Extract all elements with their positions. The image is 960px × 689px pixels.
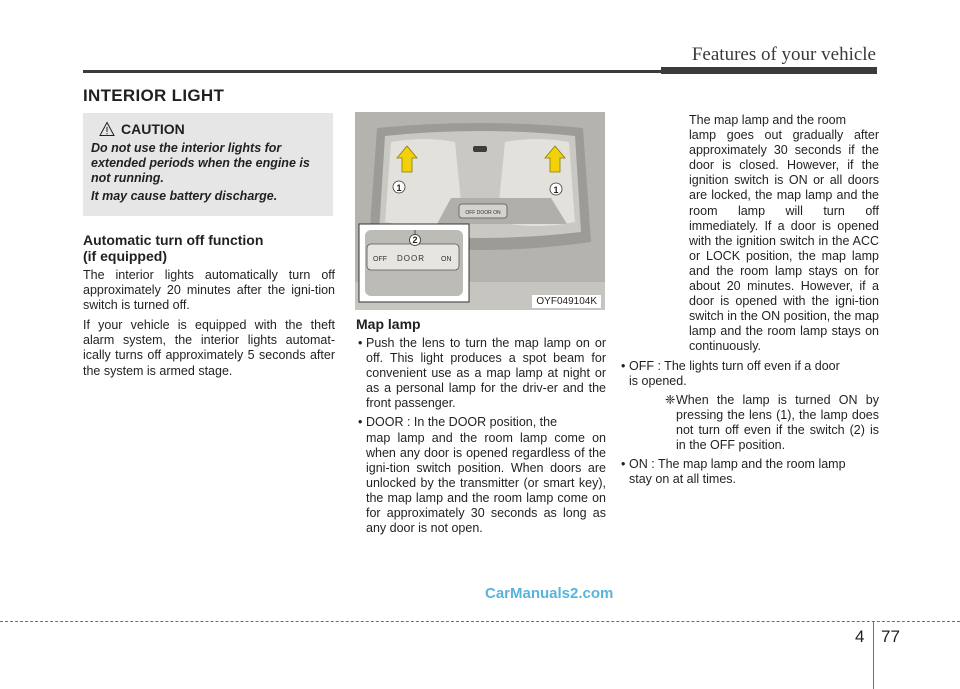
callout-2: 2 <box>412 235 418 245</box>
map-lamp-bullet-1: • Push the lens to turn the map lamp on or off. This light produces a spot beam for convenient use as a map lamp at night or as a personal lamp for the driv-er and the front passenger. <box>366 336 606 411</box>
header-rule-thick <box>661 67 877 74</box>
map-lamp-illustration <box>355 112 605 310</box>
col3-text <box>619 113 879 487</box>
caution-body <box>91 141 325 204</box>
list-item <box>356 415 606 536</box>
footer-divider <box>873 621 874 689</box>
caution-text-2: It may cause battery discharge. <box>91 189 278 203</box>
callout-1-left: 1 <box>396 183 402 193</box>
off-rest-line: is opened. <box>629 373 687 388</box>
switch-door-label: DOOR <box>397 254 425 263</box>
page-number: 77 <box>881 627 900 646</box>
auto-off-heading-line2: (if equipped) <box>83 248 167 264</box>
on-rest-line: stay on at all times. <box>629 472 736 487</box>
chapter-number: 4 <box>855 627 865 646</box>
note-text: When the lamp is turned ON by pressing the lens (1), the lamp does not turn off even if the switch (2) is in the OFF position. <box>676 392 879 452</box>
auto-off-heading-line1: Automatic turn off function <box>83 232 264 248</box>
list-item <box>619 359 879 389</box>
door-first-text: In the DOOR position, the <box>413 415 558 430</box>
off-first-line: • OFF : The lights turn off even if a door <box>629 358 840 373</box>
svg-text:OFF DOOR ON: OFF DOOR ON <box>465 210 501 216</box>
note-mark-icon: ❈ <box>665 392 676 407</box>
door-label: DOOR : <box>366 415 414 430</box>
auto-off-paragraph-1: The interior lights automatically turn off approximately 20 minutes after the igni-tion switch is turned off. <box>83 268 335 313</box>
caution-header <box>99 121 325 137</box>
list-item <box>619 457 879 487</box>
auto-off-paragraph-2: If your vehicle is equipped with the theft alarm system, the interior lights automat-ically turns off approximately 5 seconds after the system is armed stage. <box>83 318 335 378</box>
caution-box <box>83 113 333 216</box>
map-lamp-heading: Map lamp <box>356 316 421 332</box>
switch-on-label: ON <box>441 256 452 263</box>
map-lamp-figure <box>355 112 605 310</box>
note <box>665 393 879 453</box>
footer-rule <box>0 621 960 622</box>
auto-off-heading <box>83 232 263 264</box>
running-title: Features of your vehicle <box>691 44 876 65</box>
list-item <box>356 336 606 411</box>
switch-off-label: OFF <box>373 256 387 263</box>
col3-first-line: The map lamp and the room <box>689 113 847 127</box>
caution-text-1: Do not use the interior lights for extended periods when the engine is not running. <box>91 141 310 185</box>
map-lamp-text <box>356 336 606 536</box>
watermark-link[interactable]: CarManuals2.com <box>485 585 614 602</box>
section-title: INTERIOR LIGHT <box>83 86 225 105</box>
header-rule <box>83 70 661 73</box>
caution-title: CAUTION <box>121 121 185 137</box>
warning-triangle-icon <box>99 121 115 137</box>
col3-continued-text: lamp goes out gradually after approximately 30 seconds if the door is closed. However, if the ignition switch is ON or all doors are locked, the map lamp and the room lamp will turn off immediately. If a door is opened with the ignition switch in the ACC or LOCK position, the map lamp and the room lamp stays on for about 20 minutes. However, if a door is opened with the igni-tion switch in the ON position, the map lamp and the room lamp stays on continuously. <box>689 128 879 354</box>
auto-off-text <box>83 268 335 379</box>
on-first-line: • ON : The map lamp and the room lamp <box>629 457 846 472</box>
door-first-line <box>366 415 606 430</box>
callout-1-right: 1 <box>553 185 559 195</box>
door-rest-text: map lamp and the room lamp come on when any door is opened regardless of the igni-tion switch position. When doors are unlocked by the transmitter (or smart key), the map lamp and the room lamp come on for approximately 30 seconds as long as any door is not open. <box>366 430 606 536</box>
figure-code: OYF049104K <box>532 295 601 308</box>
